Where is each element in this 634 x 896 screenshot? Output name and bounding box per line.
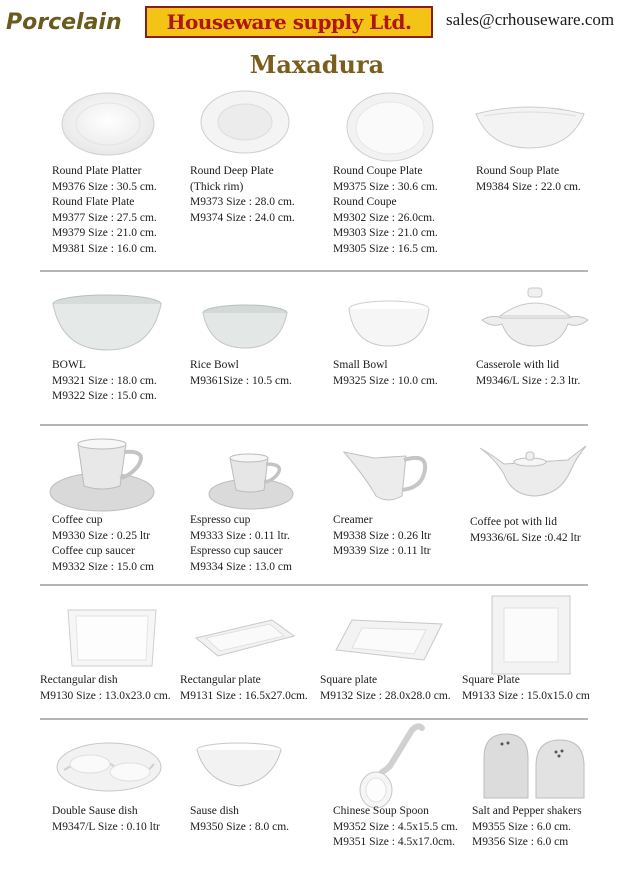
product-caption-sauce-dish: Sause dish M9350 Size : 8.0 cm. [190,805,290,833]
rectangular-plate-icon [194,618,296,658]
row-divider [40,270,588,272]
product-caption-small-bowl: Small Bowl M9325 Size : 10.0 cm. [333,359,438,387]
product-caption-rectangular-dish: Rectangular dish M9130 Size : 13.0x23.0 cm. [40,674,171,702]
coffee-pot-icon [480,442,586,508]
company-name: Houseware supply Ltd. [166,10,412,34]
square-plate-icon [334,616,444,662]
soup-spoon-icon [360,726,426,810]
creamer-icon [344,444,430,510]
product-caption-round-deep-plate: Round Deep Plate (Thick rim) M9373 Size : 28.0 cm. M9374 Size : 24.0 cm. [190,165,295,224]
product-caption-round-coupe: Round Coupe Plate M9375 Size : 30.6 cm. Round Coupe M9302 Size : 26.0cm. M9303 Size : 21.0 cm. M9305 Size : 16.5 cm. [333,165,438,255]
product-caption-casserole: Casserole with lid M9346/L Size : 2.3 ltr. [476,359,581,387]
round-soup-plate-icon [474,104,586,152]
page-title: Maxadura [249,50,385,79]
double-sauce-dish-icon [56,742,162,792]
product-caption-square-plate-flat: Square Plate M9133 Size : 15.0x15.0 cm [462,674,590,702]
espresso-cup-icon [206,452,296,512]
round-deep-plate-icon [200,90,290,154]
product-caption-double-sauce-dish: Double Sause dish M9347/L Size : 0.10 ltr [52,805,160,833]
coffee-cup-icon [48,436,156,512]
round-coupe-plate-icon [346,92,434,162]
product-caption-rice-bowl: Rice Bowl M9361Size : 10.5 cm. [190,359,292,387]
porcelain-label: Porcelain [6,10,122,35]
product-caption-coffee-pot: Coffee pot with lid M9336/6L Size :0.42 ltr [470,516,581,544]
company-banner [145,6,433,38]
product-caption-creamer: Creamer M9338 Size : 0.26 ltr M9339 Size : 0.11 ltr [333,514,432,557]
product-caption-rectangular-plate: Rectangular plate M9131 Size : 16.5x27.0cm. [180,674,308,702]
product-caption-espresso-cup: Espresso cup M9333 Size : 0.11 ltr. Espresso cup saucer M9334 Size : 13.0 cm [190,514,292,573]
round-plate-icon [60,92,156,156]
contact-email[interactable]: sales@crhouseware.com [446,10,615,29]
small-bowl-icon [348,300,430,348]
row-divider [40,584,588,586]
product-caption-salt-pepper: Salt and Pepper shakers M9355 Size : 6.0 cm. M9356 Size : 6.0 cm [472,805,582,848]
row-divider [40,424,588,426]
sauce-dish-icon [196,742,282,790]
rice-bowl-icon [202,304,288,350]
salt-pepper-icon [480,732,588,800]
product-caption-soup-spoon: Chinese Soup Spoon M9352 Size : 4.5x15.5 cm. M9351 Size : 4.5x17.0cm. [333,805,458,848]
square-plate-flat-icon [490,594,572,676]
product-caption-coffee-cup: Coffee cup M9330 Size : 0.25 ltr Coffee cup saucer M9332 Size : 15.0 cm [52,514,154,573]
product-caption-round-soup-plate: Round Soup Plate M9384 Size : 22.0 cm. [476,165,581,193]
rectangular-dish-icon [64,606,160,670]
product-caption-round-plate: Round Plate Platter M9376 Size : 30.5 cm. Round Flate Plate M9377 Size : 27.5 cm. M9379 Size : 21.0 cm. M9381 Size : 16.0 cm. [52,165,157,255]
row-divider [40,718,588,720]
product-caption-square-plate: Square plate M9132 Size : 28.0x28.0 cm. [320,674,451,702]
casserole-icon [480,288,590,350]
product-caption-bowl: BOWL M9321 Size : 18.0 cm. M9322 Size : 15.0 cm. [52,359,157,402]
bowl-icon [52,294,162,352]
